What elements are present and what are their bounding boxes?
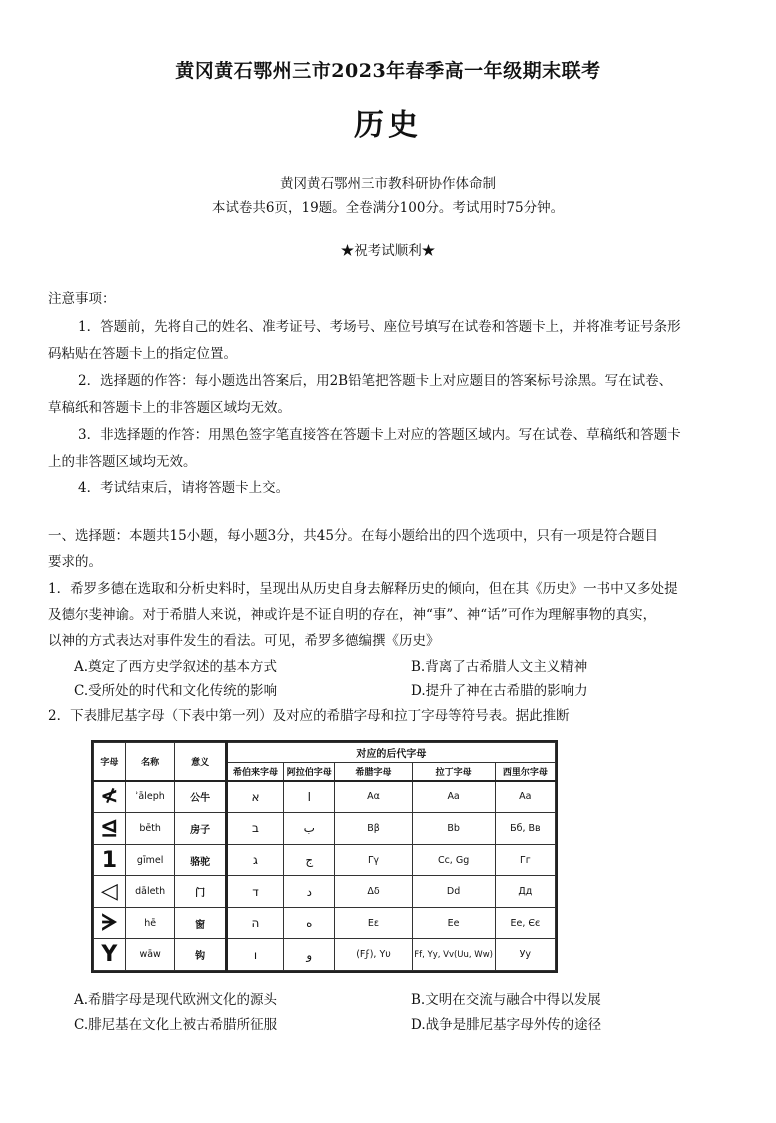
note-1b: 码粘贴在答题卡上的指定位置。 — [48, 346, 237, 362]
header-arabic: 阿拉伯字母 — [284, 763, 335, 781]
q1-stem-1: 1．希罗多德在选取和分析史料时，呈现出从历史自身去解释历史的倾向，但在其《历史》一书中又多处提 — [48, 581, 678, 597]
greek-letter: Eε — [335, 907, 412, 939]
greek-letter: Aα — [335, 781, 412, 813]
latin-letter: Dd — [412, 876, 495, 908]
maker-line: 黄冈黄石鄂州三市教科研协作体命制 — [280, 176, 496, 192]
letter-name: wāw — [125, 939, 175, 971]
arabic-letter: ج — [284, 844, 335, 876]
hebrew-letter: ב — [226, 813, 283, 845]
letter-meaning: 钩 — [175, 939, 226, 971]
q2-option-a: A.希腊字母是现代欧洲文化的源头 — [74, 992, 278, 1008]
letter-name: hē — [125, 907, 175, 939]
cyrillic-letter: Дд — [495, 876, 555, 908]
q2-option-d: D.战争是腓尼基字母外传的途径 — [411, 1017, 602, 1033]
cyrillic-letter: Ee, Єє — [495, 907, 555, 939]
letter-meaning: 公牛 — [175, 781, 226, 813]
cyrillic-letter: Aa — [495, 781, 555, 813]
phoenician-letter: ◁ — [94, 876, 126, 908]
q1-option-b: B.背离了古希腊人文主义精神 — [411, 659, 588, 675]
letter-name: bēth — [125, 813, 175, 845]
letter-name: dāleth — [125, 876, 175, 908]
table-row — [94, 876, 556, 908]
phoenician-letter: 1 — [94, 844, 126, 876]
hebrew-letter: ג — [226, 844, 283, 876]
header-cyrillic: 西里尔字母 — [495, 763, 555, 781]
header-latin: 拉丁字母 — [412, 763, 495, 781]
hebrew-letter: ו — [226, 939, 283, 971]
q2-option-c: C.腓尼基在文化上被古希腊所征服 — [74, 1017, 278, 1033]
wish-line: ★祝考试顺利★ — [340, 243, 436, 259]
letter-meaning: 门 — [175, 876, 226, 908]
phoenician-letter: ≮ — [94, 781, 126, 813]
greek-letter: Γγ — [335, 844, 412, 876]
table-row — [94, 781, 556, 813]
header-meaning: 意义 — [175, 743, 226, 781]
latin-letter: Cc, Gg — [412, 844, 495, 876]
q1-stem-2: 及德尔斐神谕。对于希腊人来说，神或许是不证自明的存在，神“事”、神“话”可作为理解事物的真实， — [48, 607, 657, 623]
table-row — [94, 907, 556, 939]
cyrillic-letter: Гг — [495, 844, 555, 876]
header-descendants: 对应的后代字母 — [226, 743, 555, 763]
letter-name: ʾāleph — [125, 781, 175, 813]
info-line: 本试卷共6页，19题。全卷满分100分。考试用时75分钟。 — [211, 200, 565, 216]
table-row — [94, 844, 556, 876]
phoenician-letter: ⊴ — [94, 813, 126, 845]
arabic-letter: و — [284, 939, 335, 971]
cyrillic-letter: Уу — [495, 939, 555, 971]
note-4: 4．考试结束后，请将答题卡上交。 — [78, 480, 290, 496]
hebrew-letter: ה — [226, 907, 283, 939]
header-letter: 字母 — [94, 743, 126, 781]
section-heading-2: 要求的。 — [48, 554, 102, 570]
notes-heading: 注意事项： — [48, 291, 116, 307]
note-2a: 2．选择题的作答：每小题选出答案后，用2B铅笔把答题卡上对应题目的答案标号涂黑。写在试卷、 — [78, 373, 673, 389]
hebrew-letter: א — [226, 781, 283, 813]
greek-letter: Δδ — [335, 876, 412, 908]
phoenician-letter: ᗒ — [94, 907, 126, 939]
arabic-letter: ه — [284, 907, 335, 939]
subject-title: 历史 — [354, 108, 422, 143]
alphabet-table — [91, 740, 558, 973]
table-row — [94, 813, 556, 845]
hebrew-letter: ד — [226, 876, 283, 908]
greek-letter: Bβ — [335, 813, 412, 845]
greek-letter: (Ϝϝ), Υυ — [335, 939, 412, 971]
note-2b: 草稿纸和答题卡上的非答题区域均无效。 — [48, 400, 291, 416]
latin-letter: Bb — [412, 813, 495, 845]
q1-stem-3: 以神的方式表达对事件发生的看法。可见，希罗多德编撰《历史》 — [48, 633, 440, 649]
latin-letter: Ff, Yy, Vv(Uu, Ww) — [412, 939, 495, 971]
latin-letter: Ee — [412, 907, 495, 939]
q1-option-c: C.受所处的时代和文化传统的影响 — [74, 683, 278, 699]
note-3a: 3．非选择题的作答：用黑色签字笔直接答在答题卡上对应的答题区域内。写在试卷、草稿纸和答题卡 — [78, 427, 681, 443]
q1-option-a: A.奠定了西方史学叙述的基本方式 — [74, 659, 278, 675]
q2-stem: 2．下表腓尼基字母（下表中第一列）及对应的希腊字母和拉丁字母等符号表。据此推断 — [48, 708, 570, 724]
header-name: 名称 — [125, 743, 175, 781]
latin-letter: Aa — [412, 781, 495, 813]
letter-meaning: 骆驼 — [175, 844, 226, 876]
section-heading-1: 一、选择题：本题共15小题，每小题3分，共45分。在每小题给出的四个选项中，只有一项是符合题目 — [48, 528, 658, 544]
q2-option-b: B.文明在交流与融合中得以发展 — [411, 992, 601, 1008]
note-3b: 上的非答题区域均无效。 — [48, 454, 197, 470]
header-hebrew: 希伯来字母 — [226, 763, 283, 781]
cyrillic-letter: Бб, Вв — [495, 813, 555, 845]
arabic-letter: ب — [284, 813, 335, 845]
note-1a: 1．答题前，先将自己的姓名、准考证号、考场号、座位号填写在试卷和答题卡上，并将准考证号条形 — [78, 319, 681, 335]
arabic-letter: ا — [284, 781, 335, 813]
q1-option-d: D.提升了神在古希腊的影响力 — [411, 683, 588, 699]
arabic-letter: د — [284, 876, 335, 908]
table-row — [94, 939, 556, 971]
exam-title: 黄冈黄石鄂州三市2023年春季高一年级期末联考 — [175, 60, 601, 82]
header-greek: 希腊字母 — [335, 763, 412, 781]
letter-name: gīmel — [125, 844, 175, 876]
letter-meaning: 窗 — [175, 907, 226, 939]
letter-meaning: 房子 — [175, 813, 226, 845]
phoenician-letter: Y — [94, 939, 126, 971]
